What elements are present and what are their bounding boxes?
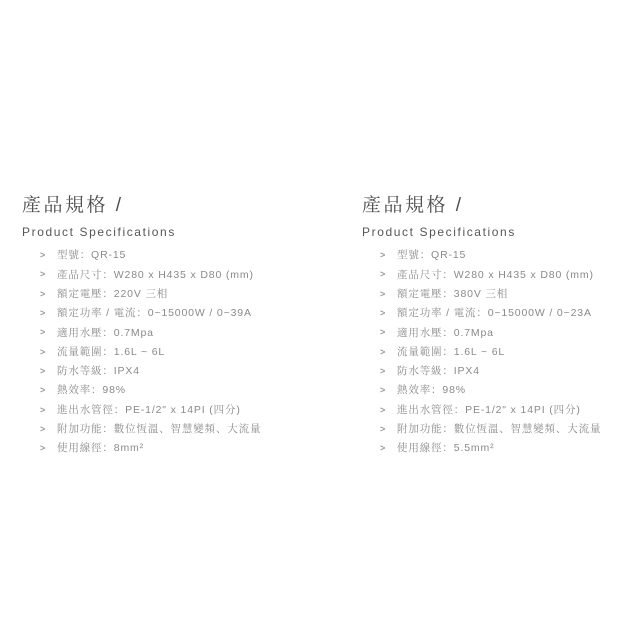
spec-item-text: 防水等級：IPX4 [57,365,140,378]
spec-item-text: 適用水壓：0.7Mpa [57,326,154,339]
spec-item-text: 進出水管徑：PE-1/2" x 14PI (四分) [397,403,581,416]
spec-item-voltage [380,285,640,304]
chevron-right-icon: > [40,423,46,434]
chevron-right-icon: > [380,443,386,454]
chevron-right-icon: > [40,385,46,396]
chevron-right-icon: > [40,346,46,357]
chevron-right-icon: > [40,365,46,376]
chevron-right-icon: > [380,269,386,280]
spec-list [362,246,640,458]
spec-item-text: 附加功能：數位恆溫、智慧變頻、大流量 [57,423,262,436]
spec-item-power-current [40,304,340,323]
chevron-right-icon: > [380,404,386,415]
chevron-right-icon: > [40,327,46,338]
spec-column-left [22,195,340,458]
spec-item-model [40,246,340,265]
spec-list [22,246,340,458]
spec-item-pipe-diameter [380,400,640,419]
spec-item-text: 熱效率：98% [397,384,466,397]
spec-item-dimensions [380,265,640,284]
spec-item-text: 產品尺寸：W280 x H435 x D80 (mm) [57,268,254,281]
spec-item-text: 附加功能：數位恆溫、智慧變頻、大流量 [397,423,602,436]
spec-item-text: 型號：QR-15 [57,249,127,262]
chevron-right-icon: > [40,250,46,261]
spec-item-extra-functions [40,420,340,439]
chevron-right-icon: > [380,308,386,319]
chevron-right-icon: > [380,250,386,261]
spec-item-voltage [40,285,340,304]
chevron-right-icon: > [380,385,386,396]
spec-item-model [380,246,640,265]
spec-item-text: 使用線徑：8mm² [57,442,144,455]
spec-item-text: 產品尺寸：W280 x H435 x D80 (mm) [397,268,594,281]
spec-item-power-current [380,304,640,323]
page-subtitle: Product Specifications [22,225,176,239]
spec-item-text: 額定電壓：220V 三相 [57,287,169,300]
spec-item-text: 熱效率：98% [57,384,126,397]
page-subtitle: Product Specifications [362,225,516,239]
spec-item-text: 型號：QR-15 [397,249,467,262]
spec-item-text: 額定功率 / 電流：0~15000W / 0~23A [397,307,592,320]
chevron-right-icon: > [40,269,46,280]
chevron-right-icon: > [380,365,386,376]
spec-item-pipe-diameter [40,400,340,419]
spec-item-text: 防水等級：IPX4 [397,365,480,378]
spec-item-flow-range [40,342,340,361]
chevron-right-icon: > [380,346,386,357]
spec-item-dimensions [40,265,340,284]
spec-item-water-pressure [380,323,640,342]
spec-item-text: 額定電壓：380V 三相 [397,287,509,300]
chevron-right-icon: > [40,443,46,454]
chevron-right-icon: > [40,404,46,415]
spec-item-text: 流量範圍：1.6L ~ 6L [57,345,166,358]
page-title: 產品規格 / [22,195,124,216]
chevron-right-icon: > [380,327,386,338]
spec-item-flow-range [380,342,640,361]
spec-item-water-pressure [40,323,340,342]
spec-item-text: 使用線徑：5.5mm² [397,442,495,455]
spec-item-thermal-efficiency [40,381,340,400]
chevron-right-icon: > [40,308,46,319]
spec-item-text: 適用水壓：0.7Mpa [397,326,494,339]
chevron-right-icon: > [380,288,386,299]
spec-column-right [362,195,640,458]
spec-item-thermal-efficiency [380,381,640,400]
chevron-right-icon: > [40,288,46,299]
spec-item-waterproof-rating [40,362,340,381]
page-title: 產品規格 / [362,195,464,216]
spec-item-text: 進出水管徑：PE-1/2" x 14PI (四分) [57,403,241,416]
spec-item-extra-functions [380,420,640,439]
spec-item-text: 額定功率 / 電流：0~15000W / 0~39A [57,307,252,320]
spec-item-wire-gauge [40,439,340,458]
spec-item-wire-gauge [380,439,640,458]
chevron-right-icon: > [380,423,386,434]
spec-item-text: 流量範圍：1.6L ~ 6L [397,345,506,358]
spec-item-waterproof-rating [380,362,640,381]
